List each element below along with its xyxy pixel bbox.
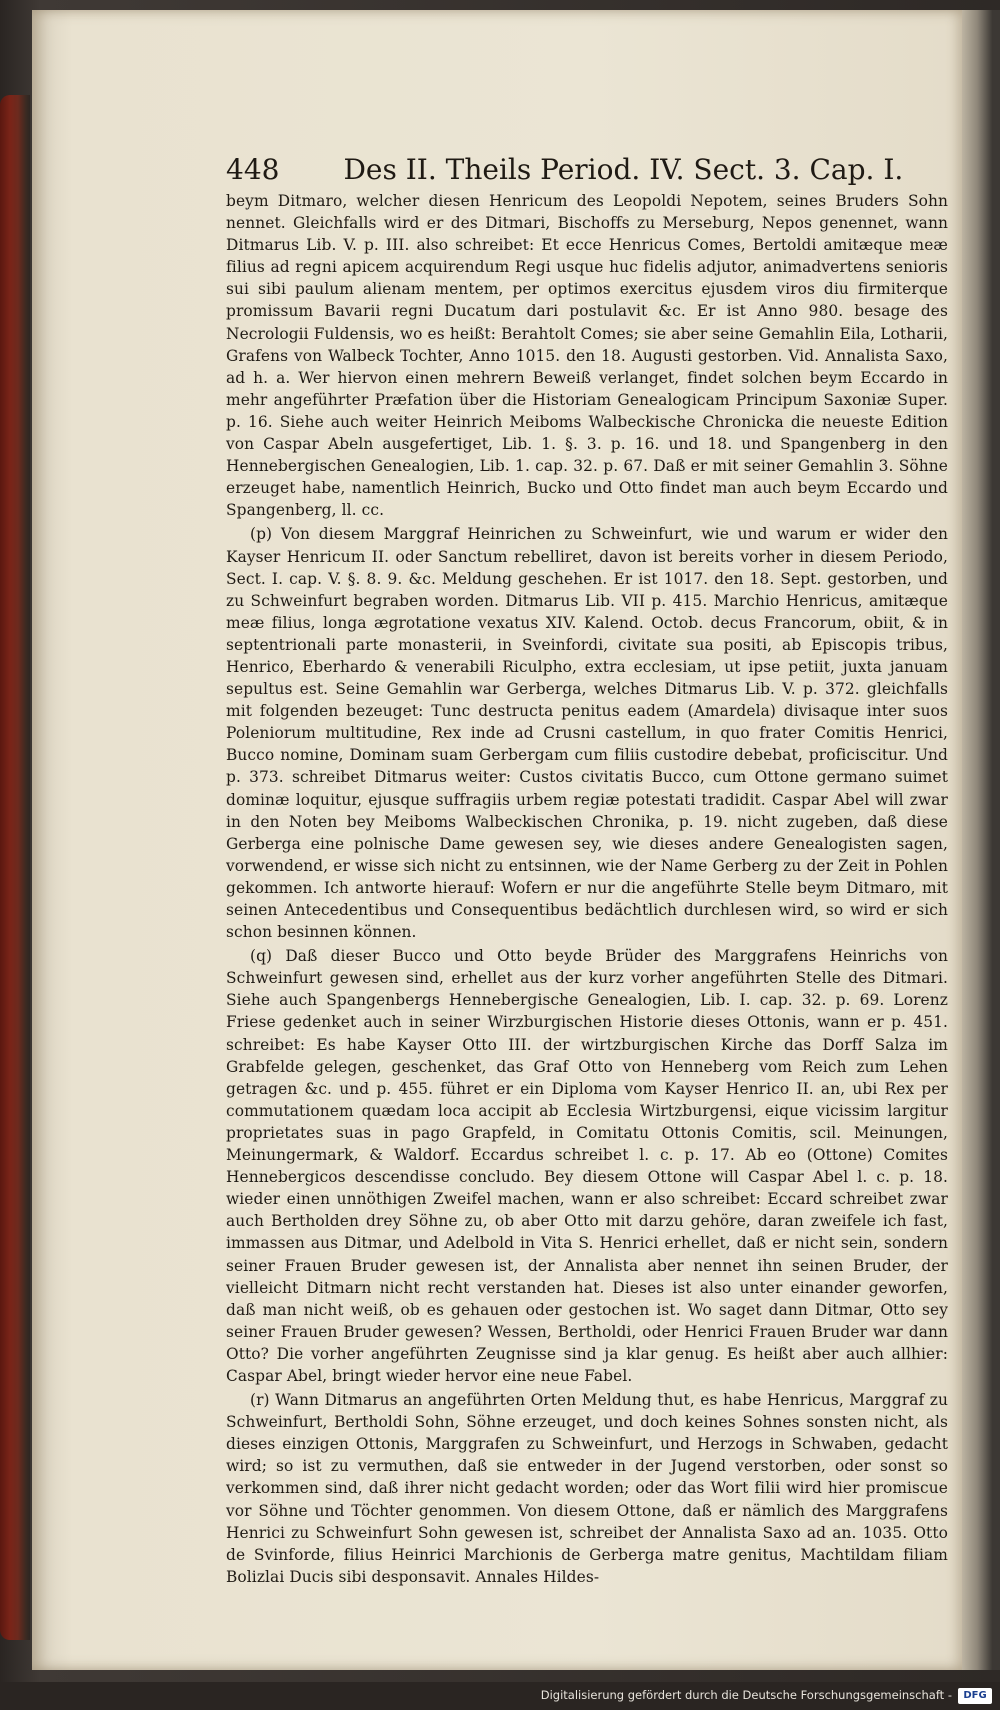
footnote-p: (p) Von diesem Marggraf Heinrichen zu Schweinfurt, wie und warum er wider den Kayser Henricum II. oder Sanctum rebelliret, davon ist bereits vorher in diesem Periodo, Sect. I. cap. V. §. 8. 9. &c. Meldung geschehen. Er ist 1017. den 18. Sept. gestorben, und zu Schweinfurt begraben worden. Ditmarus Lib. VII p. 415. Marchio Henricus, amitæque meæ filius, longa ægrotatione vexatus XIV. Kalend. Octob. decus Francorum, obiit, & in septentrionali parte monasterii, in Sveinfordi, civitate sua positi, ab Episcopis tribus, Henrico, Eberhardo & venerabili Riculpho, extra ecclesiam, ut ipse petiit, juxta januam sepultus est. Seine Gemahlin war Gerberga, welches Ditmarus Lib. V. p. 372. gleichfalls mit folgenden bezeuget: Tunc destructa penitus eadem (Amardela) divisaque inter suos Poleniorum multitudine, Rex inde ad Crusni castellum, in quo frater Comitis Henrici, Bucco nomine, Dominam suam Gerbergam cum filiis custodire debebat, proficiscitur. Und p. 373. schreibet Ditmarus weiter: Custos civitatis Bucco, cum Ottone germano suimet dominæ loquitur, ejusque suffragiis urbem regiæ potestati tradidit. Caspar Abel will zwar in den Noten bey Meiboms Walbeckischen Chronika, p. 19. nicht zugeben, daß diese Gerberga eine polnische Dame gewesen sey, wie dieses andere Genealogisten sagen, vorwendend, er wisse sich nicht zu entsinnen, wie der Name Gerberg zu der Zeit in Pohlen gekommen. Ich antworte hierauf: Wofern er nur die angeführte Stelle beym Ditmaro, mit seinen Antecedentibus und Consequentibus bedächtlich durchlesen wird, so wird er sich schon besinnen können. — [226, 525, 948, 942]
page-number: 448 — [226, 153, 280, 186]
page-body — [226, 190, 948, 1588]
footer-bar — [0, 1682, 1000, 1710]
footer-credit: Digitalisierung gefördert durch die Deutsche Forschungsgemeinschaft - — [540, 1688, 952, 1702]
book-edge — [0, 95, 30, 1640]
paragraph-intro: beym Ditmaro, welcher diesen Henricum des Leopoldi Nepotem, seines Bruders Sohn nennet. Gleichfalls wird er des Ditmari, Bischoffs zu Merseburg, Nepos genennet, wann Ditmarus Lib. V. p. III. also schreibet: Et ecce Henricus Comes, Bertoldi amitæque meæ filius ad regni apicem acquirendum Regi usque huc fidelis adjutor, animadvertens senioris sui sibi paulum alienam mentem, per optimos exercitus ejusdem viros diu firmiterque promissum Bavarii regni Ducatum dari postulavit &c. Er ist Anno 980. besage des Necrologii Fuldensis, wo es heißt: Berahtolt Comes; sie aber seine Gemahlin Eila, Lotharii, Grafens von Walbeck Tochter, Anno 1015. den 18. Augusti gestorben. Vid. Annalista Saxo, ad h. a. Wer hiervon einen mehrern Beweiß verlanget, findet solchen beym Eccardo in mehr angeführter Præfation über die Historiam Genealogicam Principum Saxoniæ Super. p. 16. Siehe auch weiter Heinrich Meiboms Walbeckische Chronicka die neueste Edition von Caspar Abeln ausgefertiget, Lib. 1. §. 3. p. 16. und 18. und Spangenberg in den Hennebergischen Genealogien, Lib. 1. cap. 32. p. 67. Daß er mit seiner Gemahlin 3. Söhne erzeuget habe, namentlich Heinrich, Bucko und Otto findet man auch beym Eccardo und Spangenberg, ll. cc. — [226, 192, 948, 520]
page-gutter-shadow — [962, 10, 1000, 1670]
page-header — [226, 148, 948, 192]
text-block — [226, 148, 948, 1636]
footnote-r: (r) Wann Ditmarus an angeführten Orten Meldung thut, es habe Henricus, Marggraf zu Schweinfurt, Bertholdi Sohn, Söhne erzeuget, und doch keines Sohnes sonsten nicht, als dieses einzigen Ottonis, Marggrafen zu Schweinfurt, und Herzogs in Schwaben, gedacht wird; so ist zu vermuthen, daß sie entweder in der Jugend verstorben, oder sonst so verkommen sind, daß ihrer nicht gedacht worden; oder das Wort filii wird hier promiscue vor Söhne und Töchter genommen. Von diesem Ottone, daß er nämlich des Marggrafens Henrici zu Schweinfurt Sohn gewesen ist, schreibet der Annalista Saxo ad an. 1035. Otto de Svinforde, filius Heinrici Marchionis de Gerberga matre genitus, Machtildam filiam Bolizlai Ducis sibi desponsavit. Annales Hildes- — [226, 1391, 948, 1586]
running-head: Des II. Theils Period. IV. Sect. 3. Cap. I. — [343, 153, 904, 186]
footnote-q: (q) Daß dieser Bucco und Otto beyde Brüder des Marggrafens Heinrichs von Schweinfurt gewesen sind, erhellet aus der kurz vorher angeführten Stelle des Ditmari. Siehe auch Spangenbergs Hennebergische Genealogien, Lib. I. cap. 32. p. 69. Lorenz Friese gedenket auch in seiner Wirzburgischen Historie dieses Ottonis, wann er p. 451. schreibet: Es habe Kayser Otto III. der wirtzburgischen Kirche das Dorff Salza im Grabfelde gelegen, geschenket, das Graf Otto von Henneberg vom Reich zum Lehen getragen &c. und p. 455. führet er ein Diploma vom Kayser Henrico II. an, ubi Rex per commutationem quædam loca accipit ab Ecclesia Wirtzburgensi, eique vicissim largitur proprietates suas in pago Grapfeld, in Comitatu Ottonis Comitis, scil. Meinungen, Meinungermark, & Waldorf. Eccardus schreibet l. c. p. 17. Ab eo (Ottone) Comites Hennebergicos descendisse concludo. Bey diesem Ottone will Caspar Abel l. c. p. 18. wieder einen unnöthigen Zweifel machen, wann er also schreibet: Eccard schreibet zwar auch Bertholden drey Söhne zu, ob aber Otto mit darzu gehöre, daran zweifele ich fast, immassen aus Ditmar, und Adelbold in Vita S. Henrici erhellet, daß er nicht sein, sondern seiner Frauen Bruder gewesen ist, der Annalista aber nennet ihn seinen Bruder, der vielleicht Ditmarn nicht recht verstanden hat. Dieses ist also unter einander geworfen, daß man nicht weiß, ob es gehauen oder gestochen ist. Wo saget dann Ditmar, Otto sey seiner Frauen Bruder gewesen? Wessen, Bertholdi, oder Henrici Frauen Bruder war dann Otto? Die vorher angeführten Zeugnisse sind ja klar genug. Es heißt aber auch allhier: Caspar Abel, bringt wieder hervor eine neue Fabel. — [226, 947, 948, 1385]
dfg-logo-icon: DFG — [958, 1688, 992, 1704]
